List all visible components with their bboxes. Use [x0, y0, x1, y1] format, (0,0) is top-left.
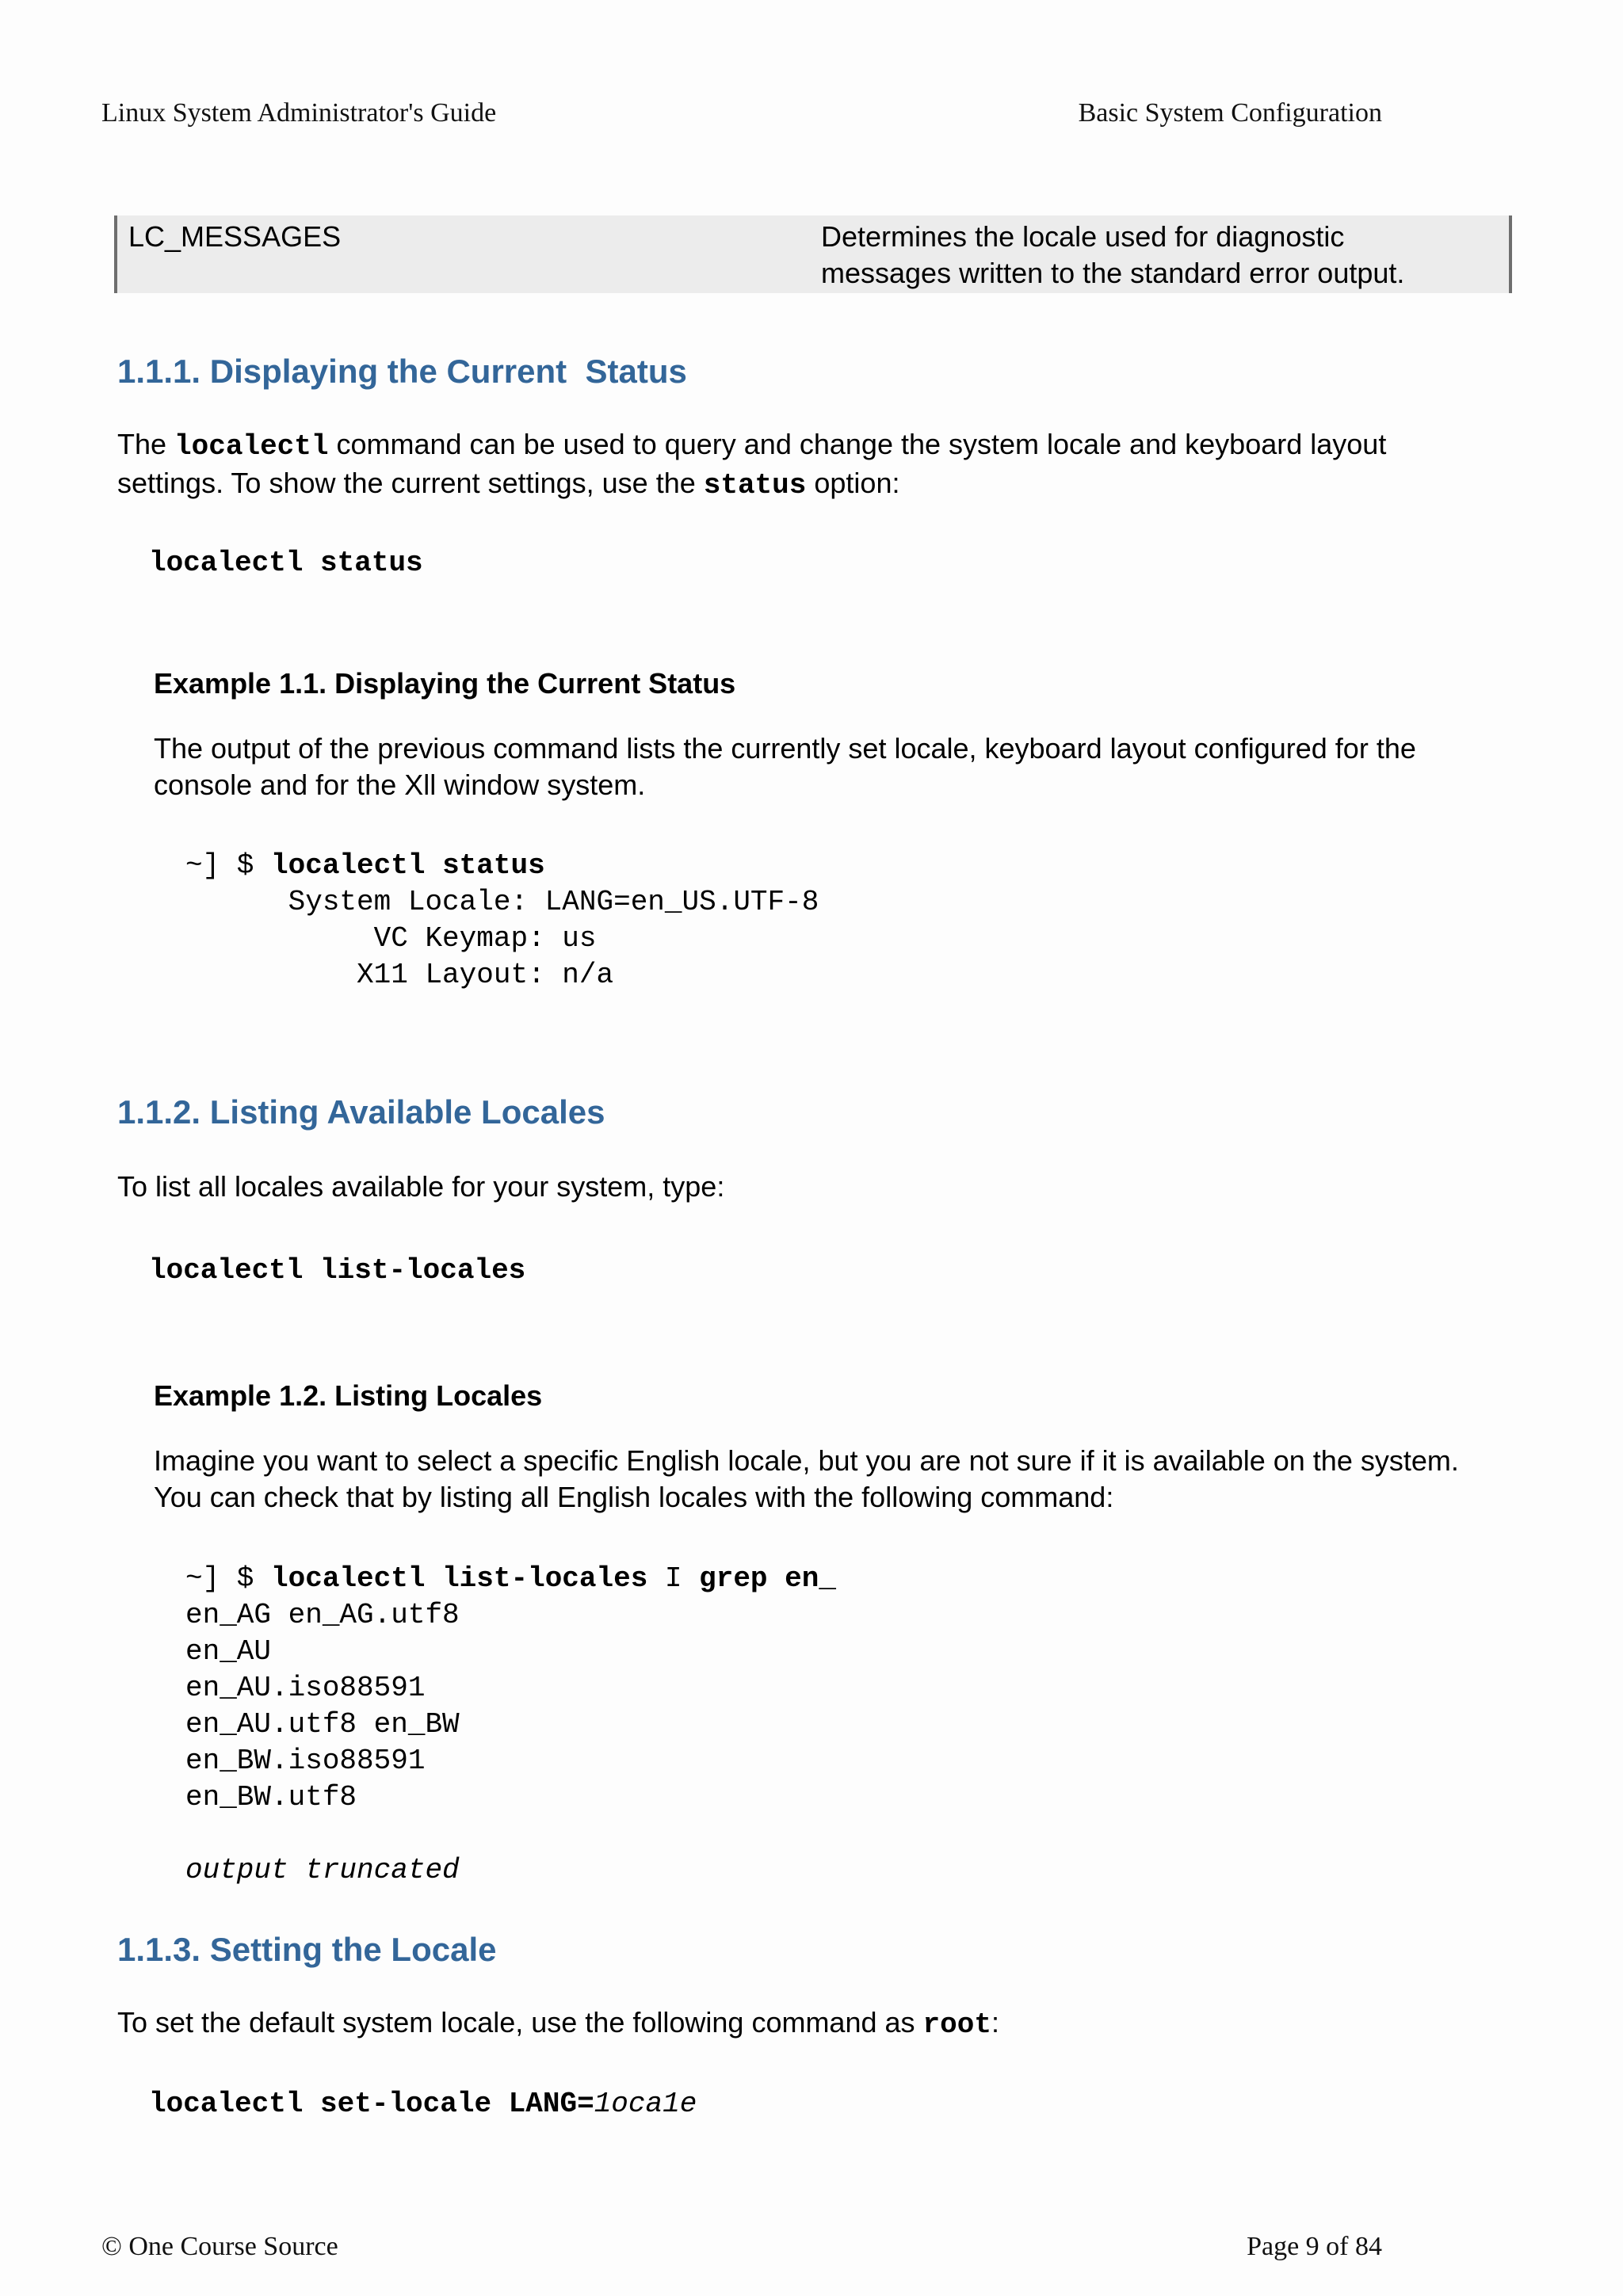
section-heading-listing-locales: 1.1.2. Listing Available Locales	[117, 1093, 605, 1131]
output-line: en_AG en_AG.utf8	[185, 1599, 460, 1631]
text-fragment: :	[991, 2006, 999, 2039]
terminal-command: grep en_	[699, 1562, 836, 1595]
footer-copyright: © One Course Source	[101, 2232, 338, 2261]
section2-paragraph: To list all locales available for your system, type:	[117, 1170, 725, 1203]
section-heading-setting-locale: 1.1.3. Setting the Locale	[117, 1931, 497, 1968]
terminal-command: localectl status	[271, 849, 545, 882]
section1-paragraph	[117, 426, 1488, 504]
footer-page-number: Page 9 of 84	[1247, 2232, 1382, 2261]
output-line: X11 Layout: n/a	[185, 959, 614, 991]
example-terminal-output	[185, 848, 819, 994]
command-argument: 1oca1e	[594, 2088, 697, 2120]
example-terminal-output	[185, 1561, 836, 1889]
output-line: en_BW.utf8	[185, 1781, 357, 1814]
output-line: en_AU.utf8 en_BW	[185, 1708, 460, 1741]
running-header-title: Linux System Administrator's Guide	[101, 98, 497, 128]
terminal-command: localectl list-locales	[271, 1562, 648, 1595]
shell-prompt: ~] $	[185, 1562, 272, 1595]
example-title: Example 1.1. Displaying the Current Status	[154, 667, 736, 700]
shell-prompt: ~] $	[185, 849, 272, 882]
section-heading-displaying-status: 1.1.1. Displaying the Current Status	[117, 353, 687, 390]
inline-command: localectl	[174, 430, 329, 463]
locale-variable-table-row	[114, 215, 1512, 293]
truncated-note: output truncated	[185, 1854, 460, 1886]
text-fragment: command can be used to query and change the system locale and keyboard layout settings. To show the current settings, use the	[117, 428, 1387, 499]
section3-paragraph	[117, 2004, 1488, 2043]
example-description: The output of the previous command lists the currently set locale, keyboard layout configured for the console and for the Xll window system.	[154, 732, 1416, 801]
command-block: localectl list-locales	[149, 1254, 526, 1287]
output-line: VC Keymap: us	[185, 922, 597, 955]
text-fragment: option:	[806, 467, 900, 499]
table-cell-variable-name: LC_MESSAGES	[128, 220, 342, 253]
output-line: en_AU.iso88591	[185, 1672, 426, 1704]
inline-root: root	[922, 2008, 991, 2041]
text-fragment: To set the default system locale, use the following command as	[117, 2006, 923, 2039]
inline-option: status	[703, 469, 807, 502]
pipe-symbol: I	[647, 1562, 700, 1595]
command-block	[149, 2086, 697, 2122]
output-line: en_BW.iso88591	[185, 1745, 426, 1777]
output-line: en_AU	[185, 1635, 272, 1668]
example-description: Imagine you want to select a specific English locale, but you are not sure if it is available on the system. You can check that by listing all English locales with the following command:	[154, 1444, 1459, 1513]
table-cell-description: Determines the locale used for diagnostic messages written to the standard error output.	[821, 220, 1405, 289]
example-title: Example 1.2. Listing Locales	[154, 1379, 543, 1412]
command-text: localectl set-locale LANG=	[149, 2088, 594, 2120]
running-header-chapter: Basic System Configuration	[1078, 98, 1382, 128]
text-fragment: The	[117, 428, 175, 460]
output-line: System Locale: LANG=en_US.UTF-8	[185, 886, 819, 918]
command-block: localectl status	[149, 547, 423, 579]
